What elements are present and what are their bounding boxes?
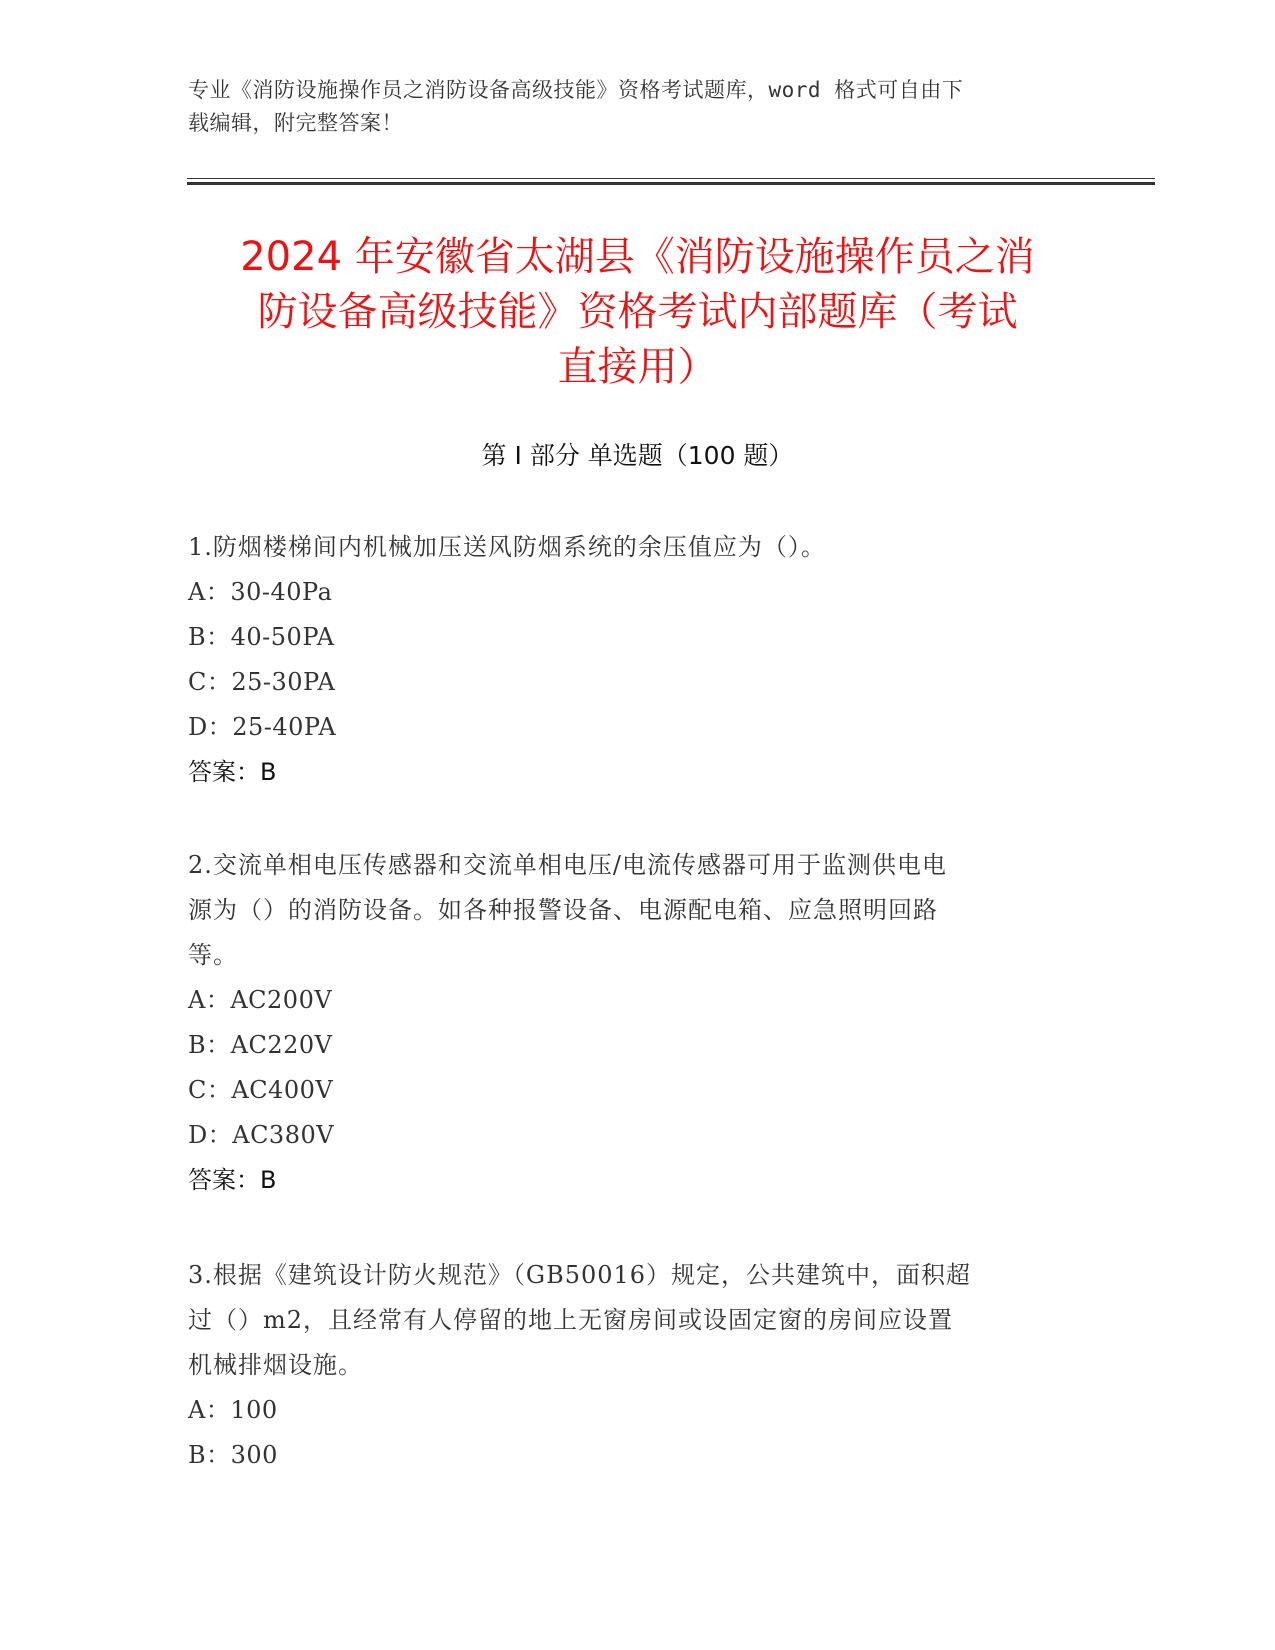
question-stem: 过（）m2，且经常有人停留的地上无窗房间或设固定窗的房间应设置 (188, 1306, 954, 1334)
question-stem: 1.防烟楼梯间内机械加压送风防烟系统的余压值应为（）。 (188, 533, 826, 561)
question-3 (188, 1253, 1078, 1478)
option-c: C：25-30PA (188, 668, 336, 696)
document-title-line: 2024 年安徽省太湖县《消防设施操作员之消 (240, 234, 1035, 280)
option-b: B：300 (188, 1441, 278, 1469)
header-divider-thin (187, 178, 1155, 179)
option-b: B：40-50PA (188, 623, 335, 651)
document-title (180, 230, 1095, 395)
header-note (188, 74, 1088, 140)
question-stem: 3.根据《建筑设计防火规范》（GB50016）规定，公共建筑中，面积超 (188, 1261, 972, 1289)
option-b: B：AC220V (188, 1031, 333, 1059)
question-stem: 源为（）的消防设备。如各种报警设备、电源配电箱、应急照明回路 (188, 896, 938, 924)
question-stem: 等。 (188, 941, 238, 969)
header-note-line: 专业《消防设施操作员之消防设备高级技能》资格考试题库，word 格式可自由下 (188, 78, 964, 102)
document-title-line: 直接用） (557, 344, 718, 390)
question-2 (188, 843, 1078, 1203)
section-title: 第 I 部分 单选题（100 题） (481, 441, 794, 470)
document-title-line: 防设备高级技能》资格考试内部题库（考试 (257, 289, 1018, 335)
answer: 答案：B (188, 758, 277, 786)
option-a: A：30-40Pa (188, 578, 333, 606)
option-d: D：AC380V (188, 1121, 335, 1149)
option-a: A：100 (188, 1396, 278, 1424)
option-a: A：AC200V (188, 986, 333, 1014)
question-stem: 2.交流单相电压传感器和交流单相电压/电流传感器可用于监测供电电 (188, 851, 947, 879)
answer: 答案：B (188, 1166, 277, 1194)
header-divider-thick (187, 182, 1155, 185)
header-note-line: 载编辑，附完整答案！ (188, 111, 403, 135)
option-d: D：25-40PA (188, 713, 337, 741)
option-c: C：AC400V (188, 1076, 334, 1104)
question-stem: 机械排烟设施。 (188, 1351, 363, 1379)
question-1 (188, 525, 1078, 795)
